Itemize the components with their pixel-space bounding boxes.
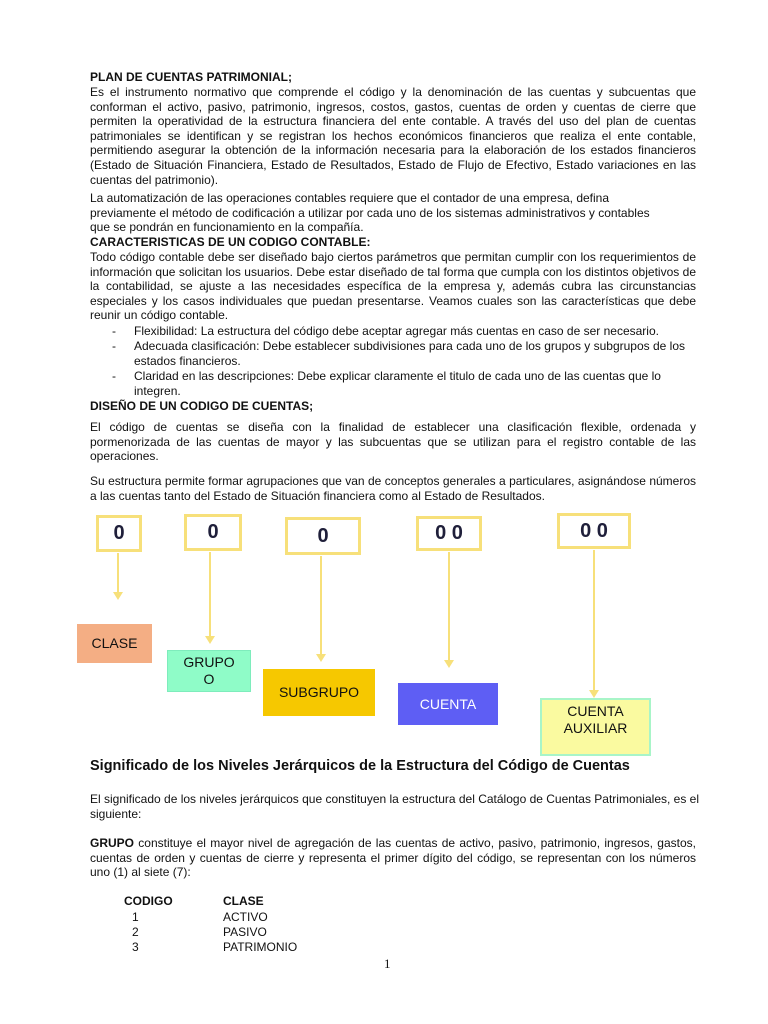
bullet-clasificacion [112, 339, 696, 368]
heading-caracteristicas: CARACTERISTICAS DE UN CODIGO CONTABLE: [90, 235, 371, 249]
level-clase: CLASE [77, 624, 152, 663]
table-cell-codigo: 1 [132, 910, 139, 924]
level-cuenta-auxiliar: CUENTA AUXILIAR [540, 698, 651, 756]
page-number: 1 [384, 956, 391, 971]
arrow-down-subgrupo [320, 556, 322, 660]
paragraph-significado-intro: El significado de los niveles jerárquicos que constituyen la estructura del Catálogo de Cuentas Patrimoniales, es el siguiente: [90, 792, 700, 821]
table-cell-clase: PASIVO [223, 925, 267, 939]
arrow-down-grupo [209, 552, 211, 642]
code-box-grupo: 0 [184, 514, 242, 551]
paragraph-plan-definition: Es el instrumento normativo que comprende el código y la denominación de las cuentas y subcuentas que conforman el activo, pasivo, patrimonio, ingresos, costos, gastos, cuentas de orden y cuentas de cierre que permiten la operatividad de la estructura financiera del ente contable. A través del uso del plan de cuentas patrimoniales se identifican y se registran los hechos económicos financieros que realiza el ente contable, permitiendo asegurar la obtención de la información necesaria para la elaboración de los estados financieros (Estado de Situación Financiera, Estado de Resultados, Estado de Flujo de Efectivo, Estado variaciones en las cuentas del patrimonio). [90, 85, 696, 187]
code-box-subgrupo: 0 [285, 517, 361, 555]
table-cell-clase: ACTIVO [223, 910, 268, 924]
level-grupo: GRUPO O [167, 650, 251, 692]
table-cell-codigo: 2 [132, 925, 139, 939]
paragraph-estructura: Su estructura permite formar agrupaciones que van de conceptos generales a particulares, asignándose números a las cuentas tanto del Estado de Situación financiera como al Estado de Resultados. [90, 474, 696, 503]
bullet-text: Flexibilidad: La estructura del código debe aceptar agregar más cuentas en caso de ser necesario. [134, 324, 659, 338]
paragraph-caracteristicas: Todo código contable debe ser diseñado bajo ciertos parámetros que permitan cumplir con los requerimientos de información que solicitan los usuarios. Debe estar diseñado de tal forma que cumpla con los distintos objetivos de la contabilidad, se ajuste a las necesidades específica de la empresa y, además cubra las circunstancias especiales y los casos individuales que puedan presentarse. Veamos cuales son las características que debe reunir un código contable. [90, 250, 696, 323]
paragraph-grupo [90, 836, 696, 880]
term-grupo: GRUPO [90, 836, 135, 850]
level-subgrupo: SUBGRUPO [263, 669, 375, 716]
bullet-claridad [112, 369, 696, 398]
code-box-cuenta-auxiliar: 0 0 [557, 513, 631, 549]
bullet-dash: - [112, 324, 116, 338]
table-header-clase: CLASE [223, 894, 264, 908]
bullet-text: Claridad en las descripciones: Debe explicar claramente el titulo de cada uno de las cuentas que lo integren. [134, 369, 661, 398]
heading-diseno: DISEÑO DE UN CODIGO DE CUENTAS; [90, 399, 314, 413]
grupo-description: constituye el mayor nivel de agregación de las cuentas de activo, pasivo, patrimonio, ingresos, gastos, cuentas de orden y cuentas de cierre y representa el primer dígito del código, se representan con los números uno (1) al siete (7): [90, 836, 696, 880]
paragraph-automatizacion: La automatización de las operaciones contables requiere que el contador de una empresa, defina previamente el método de codificación a utilizar por cada uno de los sistemas administrativos y contables que se pondrán en funcionamiento en la compañía. [90, 191, 650, 235]
table-cell-codigo: 3 [132, 940, 139, 954]
bullet-flexibilidad [112, 324, 696, 339]
bullet-dash: - [112, 369, 116, 383]
arrow-down-clase [117, 553, 119, 598]
bullet-dash: - [112, 339, 116, 353]
heading-plan-de-cuentas: PLAN DE CUENTAS PATRIMONIAL; [90, 70, 292, 84]
arrow-down-cuenta-auxiliar [593, 550, 595, 696]
code-box-clase: 0 [96, 515, 142, 552]
table-header-codigo: CODIGO [124, 894, 173, 908]
code-box-cuenta: 0 0 [416, 516, 482, 551]
bullet-text: Adecuada clasificación: Debe establecer subdivisiones para cada uno de los grupos y subgrupos de los estados financieros. [134, 339, 686, 368]
table-cell-clase: PATRIMONIO [223, 940, 298, 954]
level-cuenta: CUENTA [398, 683, 498, 725]
paragraph-diseno: El código de cuentas se diseña con la finalidad de establecer una clasificación flexible, ordenada y pormenorizada de las cuentas de mayor y las subcuentas que se utilizan para el registro contable de las operaciones. [90, 420, 696, 464]
heading-significado: Significado de los Niveles Jerárquicos de la Estructura del Código de Cuentas [90, 758, 630, 774]
arrow-down-cuenta [448, 552, 450, 666]
